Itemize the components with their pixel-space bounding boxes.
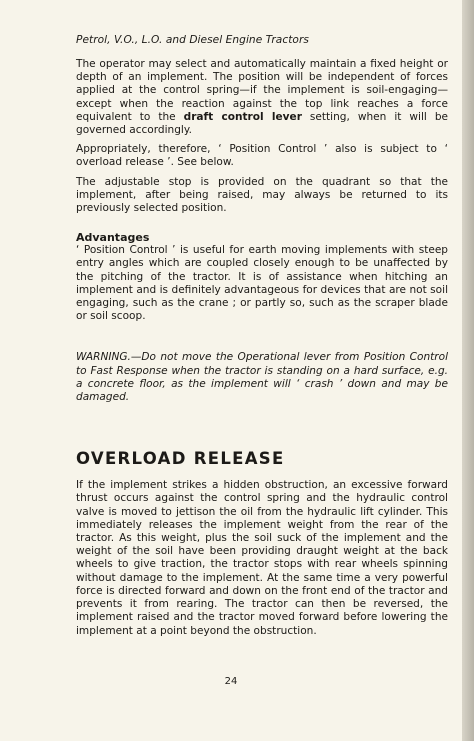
running-head: Petrol, V.O., L.O. and Diesel Engine Tractors: [76, 34, 309, 46]
advantages-text: ‘ Position Control ’ is useful for earth moving implements with steep entry angles which are coupled closely enough to be unaffected by the pitching of the tractor. It is of assistance when hitching an implement and is definitely advantageous for devices that are not soil engaging, such as the crane ; or partly so, such as the scraper blade or soil scoop.: [76, 244, 448, 323]
advantages-heading: Advantages: [76, 231, 150, 245]
paragraph-adjustable-stop: The adjustable stop is provided on the quadrant so that the implement, after being raised, may always be returned to its previously selected position.: [76, 175, 448, 215]
page-content: [76, 58, 448, 638]
page-edge-shadow: [462, 0, 474, 741]
warning-note: WARNING.—Do not move the Operational lever from Position Control to Fast Response when the tractor is standing on a hard surface, e.g. a concrete floor, as the implement will ‘ crash ’ down and may be damaged.: [76, 351, 448, 404]
overload-release-text: If the implement strikes a hidden obstruction, an excessive forward thrust occurs against the control spring and the hydraulic control valve is moved to jettison the oil from the hydraulic lift cylinder. This immediately releases the implement weight from the rear of the tractor. As this weight, plus the soil suck of the implement and the weight of the soil have been providing draught weight at the back wheels to give traction, the tractor stops with rear wheels spinning without damage to the implement. At the same time a very powerful force is directed forward and down on the front end of the tractor and prevents it from rearing. The tractor can then be reversed, the implement raised and the tractor moved forward before lowering the implement at a point beyond the obstruction.: [76, 479, 448, 637]
overload-release-heading: OVERLOAD RELEASE: [76, 449, 285, 469]
page-number: 24: [224, 676, 238, 687]
bold-term-draft-control-lever: draft control lever: [183, 110, 302, 123]
paragraph-text: The operator may select and automatically maintain a fixed height or depth of an implement. The position will be independent of forces applied at the control spring—if the implement is soil-engaging—except when the reaction against the top link reaches a force equivalent to the: [76, 58, 448, 123]
paragraph-text: setting, when it will be governed accordingly.: [76, 110, 449, 137]
paragraph-position-control: [76, 58, 448, 137]
paragraph-overload-subject: Appropriately, therefore, ‘ Position Control ’ also is subject to ‘ overload release ’. See below.: [76, 143, 448, 169]
